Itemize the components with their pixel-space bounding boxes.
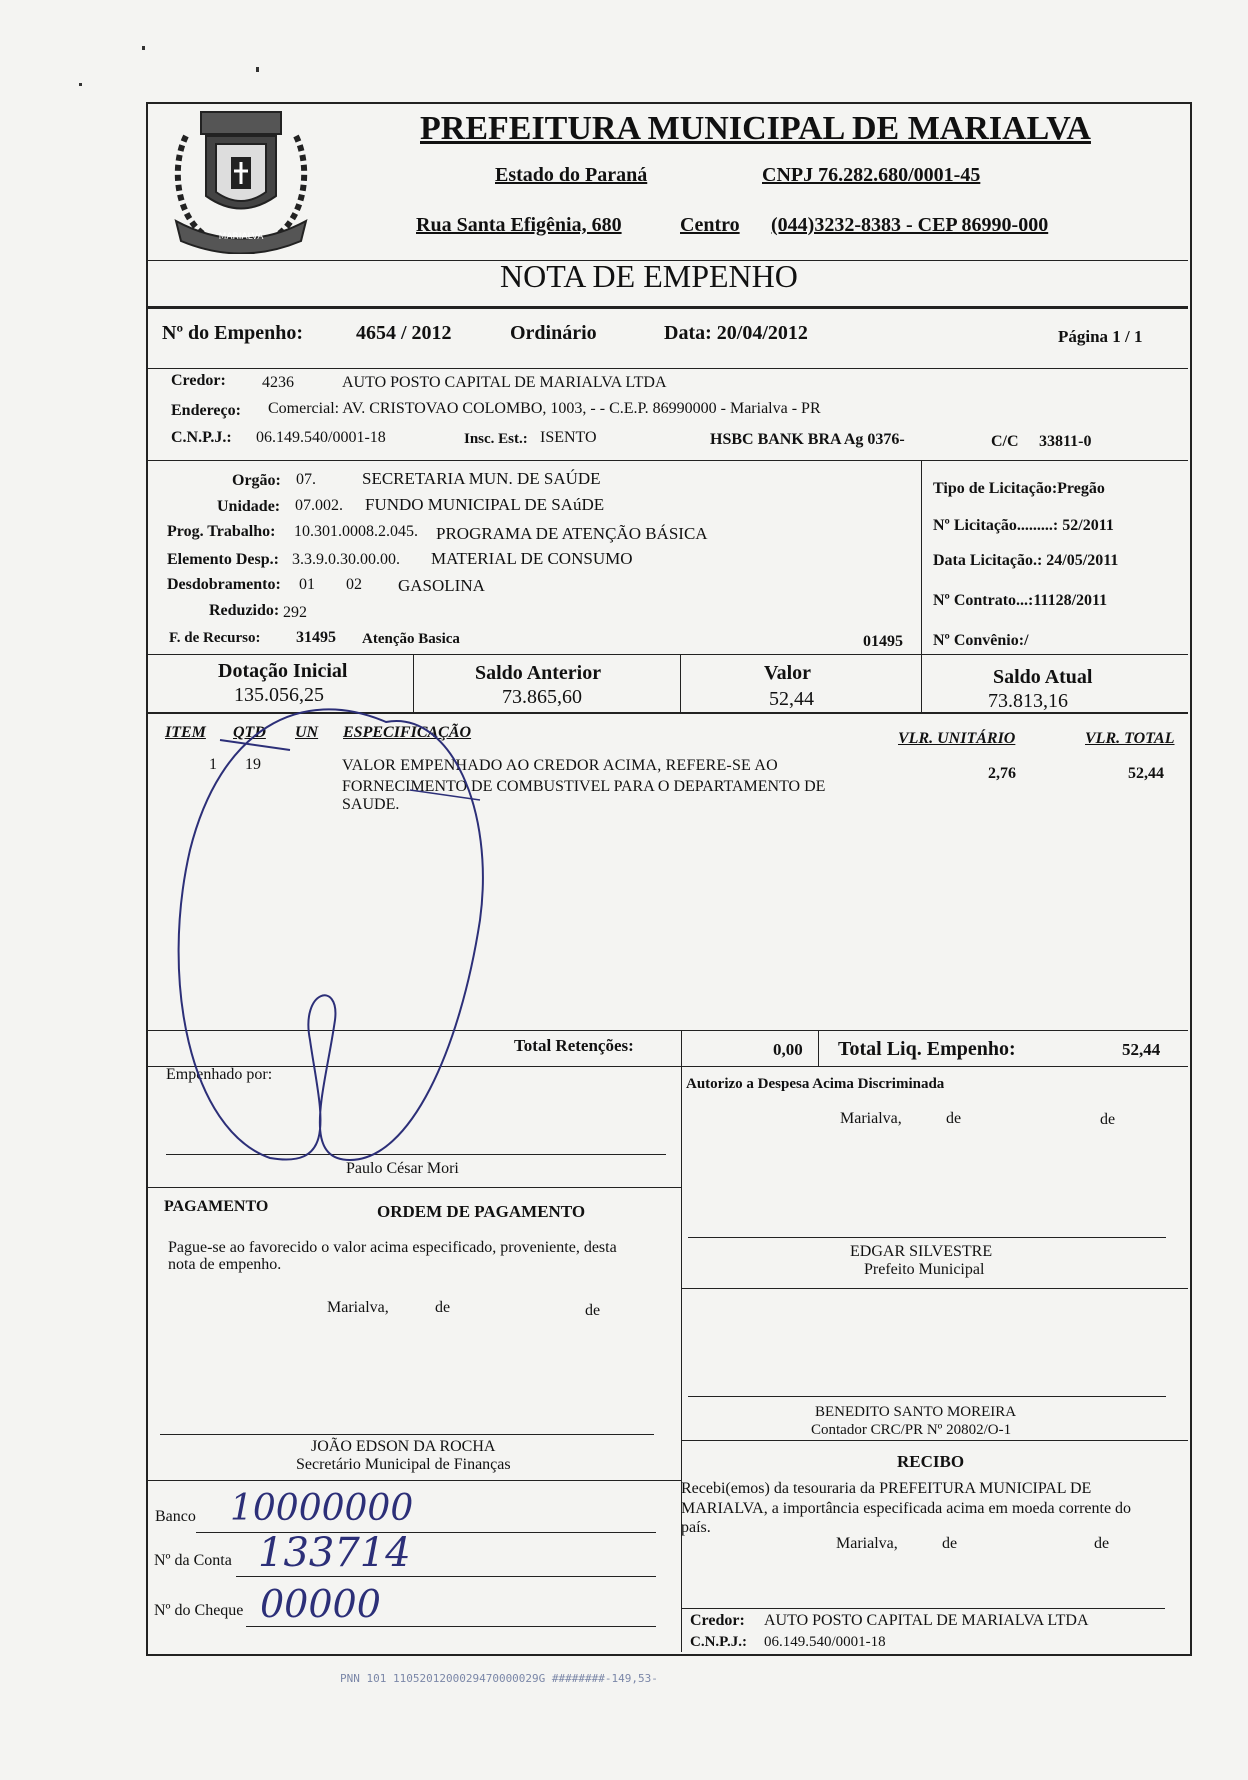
divider [818,1030,819,1066]
divider [147,368,1188,369]
reduzido-value: 292 [283,604,307,621]
autorizo-de: de [1100,1111,1116,1128]
divider [681,1066,682,1652]
recurso-code: 31495 [296,629,336,646]
prog-name: PROGRAMA DE ATENÇÃO BÁSICA [436,524,708,543]
phone-cep-header: (044)3232-8383 - CEP 86990-000 [771,214,1049,236]
pagamento-text: Pague-se ao favorecido o valor acima especificado, proveniente, desta [168,1239,617,1256]
credor-address: Comercial: AV. CRISTOVAO COLOMBO, 1003, - - C.E.P. 86990000 - Marialva - PR [268,400,821,417]
recibo-de: de [1094,1535,1110,1552]
pagamento-city: Marialva, [327,1299,389,1316]
desd-a: 01 [299,576,315,593]
cc-label: C/C [991,433,1019,450]
valor-label: Valor [764,662,812,684]
insc-label: Insc. Est.: [464,431,528,447]
item-spec-line: SAUDE. [342,796,400,813]
credor-cnpj: 06.149.540/0001-18 [256,429,386,446]
cheque-handwritten: 00000 [260,1582,381,1626]
reduzido-label: Reduzido: [209,602,280,619]
numero-convenio: Nº Convênio:/ [933,632,1029,649]
address-label: Endereço: [171,402,241,419]
unidade-code: 07.002. [295,497,343,514]
liquido-label: Total Liq. Empenho: [838,1038,1016,1060]
pagamento-de: de [435,1299,451,1316]
col-header-total: VLR. TOTAL [1085,730,1175,747]
recurso-extra: 01495 [863,633,903,650]
signature-line [688,1396,1166,1397]
col-header-unit-price: VLR. UNITÁRIO [898,730,1016,747]
secretario-role: Secretário Municipal de Finanças [296,1456,511,1473]
elem-code: 3.3.9.0.30.00.00. [292,551,400,568]
saldo-atual-label: Saldo Atual [993,666,1093,688]
orgao-label: Orgão: [232,472,281,489]
recibo-text: Recebi(emos) da tesouraria da PREFEITURA MUNICIPAL DE [681,1480,1092,1497]
numero-licitacao: Nº Licitação.........: 52/2011 [933,517,1114,534]
divider [681,1608,1165,1609]
credor-cnpj-label: C.N.P.J.: [171,429,232,446]
orgao-code: 07. [296,471,316,488]
desd-b: 02 [346,576,362,593]
signature-line [688,1237,1166,1238]
col-header-item: ITEM [165,724,206,741]
recibo-text: MARIALVA, a importância especificada acima em moeda corrente do [681,1500,1132,1517]
valor-value: 52,44 [769,688,814,710]
dotacao-label: Dotação Inicial [218,660,348,682]
conta-handwritten: 133714 [258,1530,411,1576]
recurso-label: F. de Recurso: [169,630,261,646]
data-licitacao: Data Licitação.: 24/05/2011 [933,552,1119,569]
prog-code: 10.301.0008.2.045. [294,523,418,540]
prog-label: Prog. Trabalho: [167,523,276,540]
divider [147,460,1188,461]
item-qtd: 19 [245,756,261,773]
page-number: Página 1 / 1 [1058,327,1143,346]
elem-name: MATERIAL DE CONSUMO [431,549,633,568]
address-header: Rua Santa Efigênia, 680 [416,214,622,236]
empenhado-name: Paulo César Mori [346,1160,459,1177]
autorizo-label: Autorizo a Despesa Acima Discriminada [686,1076,945,1092]
empenho-type: Ordinário [510,322,597,344]
contador-name: BENEDITO SANTO MOREIRA [815,1404,1017,1420]
numero-contrato: Nº Contrato...:11128/2011 [933,592,1108,609]
divider [147,654,1188,655]
insc-value: ISENTO [540,429,597,446]
page-title: PREFEITURA MUNICIPAL DE MARIALVA [420,110,1091,147]
signature-line [160,1434,654,1435]
recibo-title: RECIBO [897,1452,965,1471]
unidade-label: Unidade: [217,498,281,515]
scan-speck [256,67,259,72]
empenho-date: Data: 20/04/2012 [664,322,808,344]
scan-speck [142,46,145,50]
autorizo-city: Marialva, [840,1110,902,1127]
document-title: NOTA DE EMPENHO [500,258,798,294]
conta-label: Nº da Conta [154,1552,232,1569]
credor-label: Credor: [171,372,226,389]
contador-role: Contador CRC/PR Nº 20802/O-1 [811,1422,1012,1438]
prefeito-role: Prefeito Municipal [864,1261,985,1278]
bank-info: HSBC BANK BRA Ag 0376- [710,431,905,448]
credor-name: AUTO POSTO CAPITAL DE MARIALVA LTDA [342,374,667,391]
footer-code: PNN 101 1105201200029470000029G ########-149,53- [340,1672,658,1685]
secretario-name: JOÃO EDSON DA ROCHA [311,1438,496,1455]
autorizo-de: de [946,1110,962,1127]
ordem-pagamento-title: ORDEM DE PAGAMENTO [377,1202,586,1221]
cc-value: 33811-0 [1039,433,1092,450]
empenho-label: Nº do Empenho: [162,322,304,344]
desd-name: GASOLINA [398,576,485,595]
item-unit-price: 2,76 [988,765,1016,782]
retencoes-label: Total Retenções: [514,1036,634,1055]
recibo-city: Marialva, [836,1535,898,1552]
saldo-anterior-value: 73.865,60 [502,686,582,708]
item-spec-line: VALOR EMPENHADO AO CREDOR ACIMA, REFERE-SE AO [342,757,778,774]
divider [681,1030,682,1066]
desd-label: Desdobramento: [167,576,281,593]
crest-ribbon-text: MARIALVA [218,232,264,242]
credor-code: 4236 [262,374,294,391]
pagamento-text: nota de empenho. [168,1256,282,1273]
scan-speck [79,83,82,86]
col-header-spec: ESPECIFICAÇÃO [343,724,472,741]
unidade-name: FUNDO MUNICIPAL DE SAúDE [365,495,605,514]
recibo-text: país. [681,1519,711,1536]
recibo-cnpj-label: C.N.P.J.: [690,1634,747,1650]
tipo-licitacao: Tipo de Licitação:Pregão [933,480,1105,497]
orgao-name: SECRETARIA MUN. DE SAÚDE [362,469,601,488]
pagamento-de: de [585,1302,601,1319]
district-header: Centro [680,214,740,236]
item-total: 52,44 [1128,765,1164,782]
prefeito-name: EDGAR SILVESTRE [850,1243,993,1260]
recibo-credor-label: Credor: [690,1612,745,1629]
divider [921,654,922,712]
divider [680,654,681,712]
empenhado-label: Empenhado por: [166,1066,273,1083]
item-spec-line: FORNECIMENTO DE COMBUSTIVEL PARA O DEPARTAMENTO DE [342,778,826,795]
divider [921,460,922,654]
divider [681,1440,1188,1441]
banco-handwritten: 10000000 [230,1488,414,1529]
state-name: Estado do Paraná [495,164,648,186]
divider [147,1187,681,1188]
retencoes-value: 0,00 [773,1040,803,1059]
field-line [246,1626,656,1627]
divider [681,1288,1188,1289]
divider [147,1480,681,1481]
cnpj-header: CNPJ 76.282.680/0001-45 [762,164,981,186]
recibo-de: de [942,1535,958,1552]
saldo-anterior-label: Saldo Anterior [475,662,602,684]
recibo-cnpj: 06.149.540/0001-18 [764,1634,886,1650]
saldo-atual-value: 73.813,16 [988,690,1068,712]
item-number: 1 [209,756,217,773]
recurso-name: Atenção Basica [362,631,460,647]
empenho-number: 4654 / 2012 [356,322,452,344]
handwritten-signature [150,690,510,1170]
liquido-value: 52,44 [1122,1040,1161,1059]
elem-label: Elemento Desp.: [167,551,279,568]
divider [147,306,1188,309]
pagamento-label: PAGAMENTO [164,1198,269,1215]
banco-label: Banco [155,1508,196,1525]
recibo-credor-name: AUTO POSTO CAPITAL DE MARIALVA LTDA [764,1612,1089,1629]
col-header-qtd: QTD [233,724,266,741]
dotacao-value: 135.056,25 [234,684,324,706]
cheque-label: Nº do Cheque [154,1602,244,1619]
field-line [236,1576,656,1577]
col-header-un: UN [295,724,319,741]
